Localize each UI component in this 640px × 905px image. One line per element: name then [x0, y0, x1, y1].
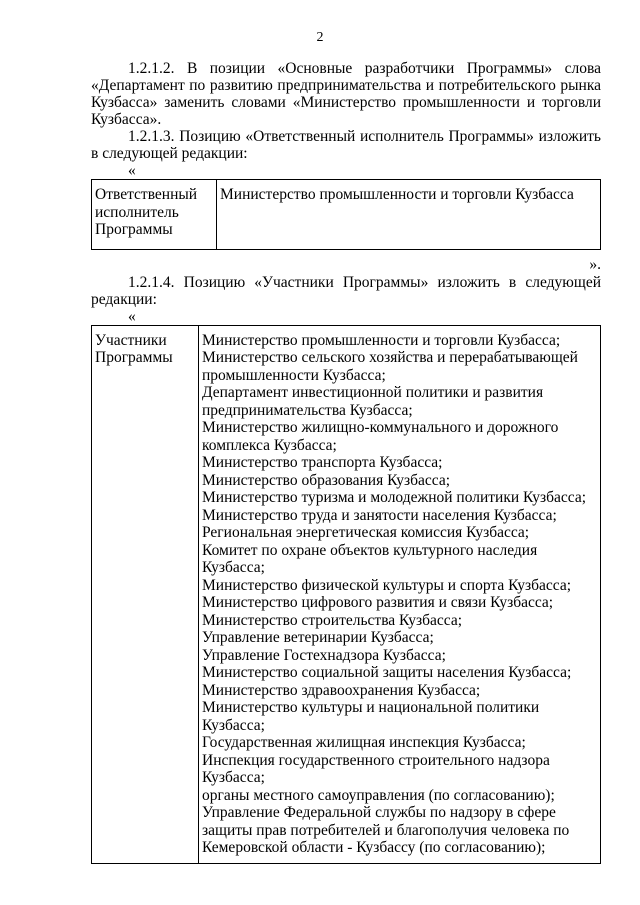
list-item: Министерство здравоохранения Кузбасса; [202, 681, 481, 699]
list-item: Министерство культуры и национальной политики Кузбасса; [202, 699, 540, 734]
responsible-executor-value: Министерство промышленности и торговли Кузбасса [217, 180, 601, 250]
responsible-executor-label: Ответственный исполнитель Программы [92, 180, 217, 250]
list-item: Департамент инвестиционной политики и развития предпринимательства Кузбасса; [202, 384, 544, 419]
list-item: Министерство транспорта Кузбасса; [202, 454, 443, 471]
table-row [92, 180, 601, 250]
list-item: Управление ветеринарии Кузбасса; [202, 629, 434, 646]
responsible-executor-table [91, 179, 601, 250]
paragraph-1-2-1-3: 1.2.1.3. Позицию «Ответственный исполнитель Программы» изложить в следующей редакции: [91, 128, 601, 162]
paragraph-1-2-1-4: 1.2.1.4. Позицию «Участники Программы» изложить в следующей редакции: [91, 273, 601, 308]
page-number: 2 [316, 30, 324, 45]
list-item: Министерство сельского хозяйства и перерабатывающей промышленности Кузбасса; [202, 349, 578, 384]
paragraph-1-2-1-2: 1.2.1.2. В позиции «Основные разработчики Программы» слова «Департамент по развитию предпринимательства и потребительского рынка Кузбасса» заменить словами «Министерство промышленности и торговли Кузбасса». [91, 60, 601, 128]
list-item: Министерство цифрового развития и связи Кузбасса; [202, 594, 554, 611]
list-item: Управление Гостехнадзора Кузбасса; [202, 646, 446, 664]
participants-list [199, 325, 601, 863]
participants-table [91, 325, 601, 864]
opening-quote-2: « [128, 307, 136, 325]
list-item: Министерство социальной защиты населения Кузбасса; [202, 664, 572, 681]
list-item: Министерство туризма и молодежной политики Кузбасса; [202, 489, 587, 506]
list-item: Министерство жилищно-коммунального и дорожного комплекса Кузбасса; [202, 419, 559, 454]
list-item: Региональная энергетическая комиссия Кузбасса; [202, 524, 530, 541]
list-item: Министерство образования Кузбасса; [202, 471, 451, 489]
list-item: Министерство труда и занятости населения Кузбасса; [202, 506, 557, 524]
list-item: Государственная жилищная инспекция Кузбасса; [202, 734, 526, 751]
document-body [91, 60, 601, 864]
table-row [92, 325, 601, 863]
list-item: Комитет по охране объектов культурного наследия Кузбасса; [202, 541, 538, 576]
participants-label: Участники Программы [92, 325, 199, 863]
list-item: Управление Федеральной службы по надзору в сфере защиты прав потребителей и благополучия человека по Кемеровской области - Кузбассу (по согласованию); [202, 804, 570, 856]
list-item: органы местного самоуправления (по согласованию); [202, 786, 555, 804]
list-item: Министерство промышленности и торговли Кузбасса; [202, 331, 561, 349]
list-item: Инспекция государственного строительного надзора Кузбасса; [202, 751, 550, 786]
closing-quote: ». [589, 255, 601, 273]
list-item: Министерство строительства Кузбасса; [202, 611, 463, 629]
list-item: Министерство физической культуры и спорта Кузбасса; [202, 576, 572, 594]
opening-quote: « [128, 162, 136, 179]
